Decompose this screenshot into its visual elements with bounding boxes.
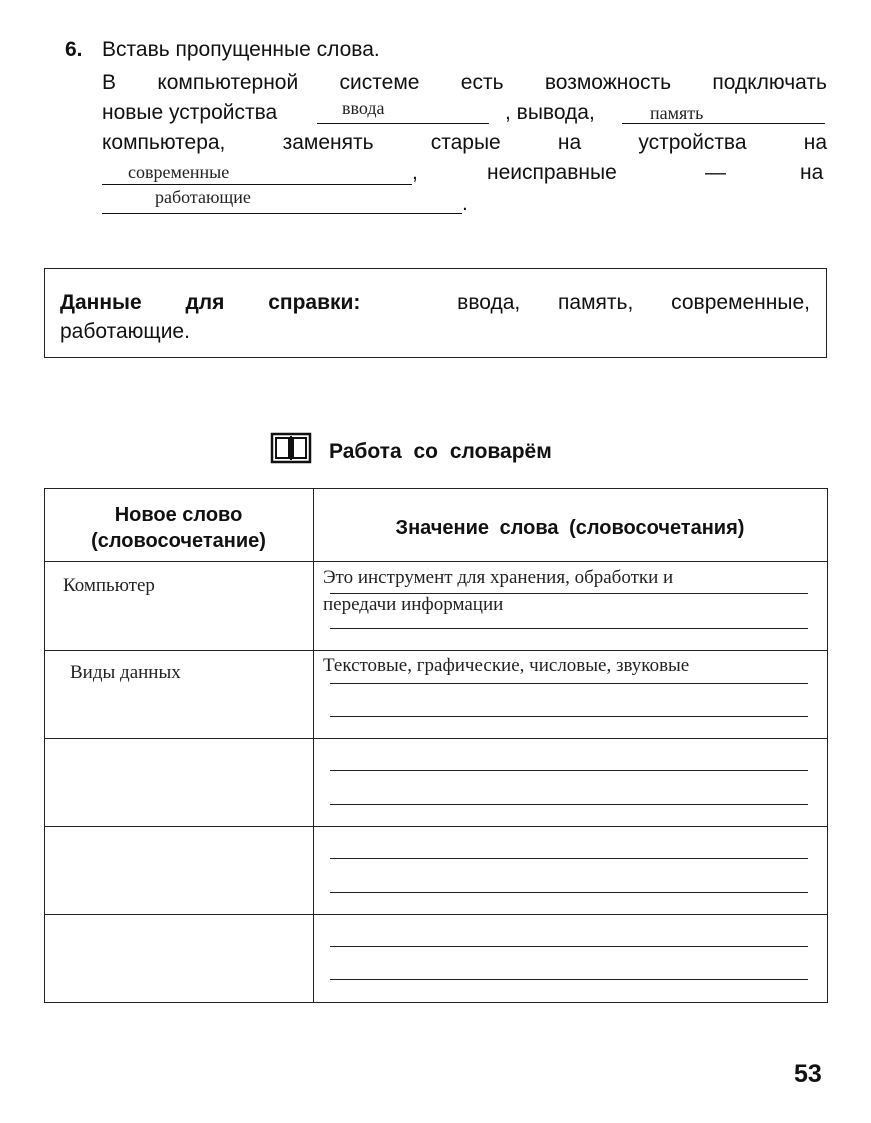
word: старые <box>430 131 501 154</box>
word: на <box>557 131 582 154</box>
row-divider <box>44 738 827 739</box>
comma: , <box>412 161 418 184</box>
reference-label: Данные для справки: <box>60 291 361 314</box>
book-icon <box>270 432 312 464</box>
exercise-title: Вставь пропущенные слова. <box>102 38 380 61</box>
exercise-number: 6. <box>65 38 83 61</box>
row-1-meaning-2: передачи информации <box>323 594 504 615</box>
header-line: Новое слово <box>114 504 243 526</box>
row-divider <box>44 561 827 562</box>
period: . <box>462 192 468 215</box>
exercise-line-2b: , вывода, <box>505 101 595 124</box>
writing-line[interactable] <box>330 979 808 980</box>
writing-line[interactable] <box>330 770 808 771</box>
dictionary-table <box>44 488 828 1003</box>
exercise-line-3 <box>102 131 827 155</box>
row-divider <box>44 826 827 827</box>
reference-words-2: работающие. <box>60 320 190 343</box>
column-header-meaning: Значение слова (словосочетания) <box>395 517 745 539</box>
blank-1-answer: ввода <box>342 98 385 118</box>
row-divider <box>44 914 827 915</box>
word: системе <box>339 71 420 94</box>
blank-3-line[interactable] <box>102 184 412 185</box>
writing-line[interactable] <box>330 716 808 717</box>
word: заменять <box>282 131 374 154</box>
word: на <box>803 131 827 154</box>
word: возможность <box>544 71 672 94</box>
exercise-line-2a: новые устройства <box>102 101 278 124</box>
blank-1-line[interactable] <box>317 123 489 124</box>
writing-line[interactable] <box>330 892 808 893</box>
row-2-word: Виды данных <box>70 662 181 683</box>
writing-line[interactable] <box>330 593 808 594</box>
column-divider <box>313 488 314 1003</box>
reference-words: ввода, память, современные, <box>457 291 810 314</box>
row-2-meaning-1: Текстовые, графические, числовые, звуковые <box>323 655 690 676</box>
column-header-word <box>44 502 313 554</box>
blank-2-line[interactable] <box>622 123 825 124</box>
word: неисправные <box>487 161 617 184</box>
blank-3-answer: современные <box>128 162 230 182</box>
word: В <box>102 71 117 94</box>
writing-line[interactable] <box>330 628 808 629</box>
writing-line[interactable] <box>330 804 808 805</box>
header-line: (словосочетание) <box>91 530 266 552</box>
row-1-word: Компьютер <box>63 575 155 596</box>
word: устройства <box>638 131 747 154</box>
row-1-meaning-1: Это инструмент для хранения, обработки и <box>323 567 674 588</box>
word: на <box>800 161 824 184</box>
word: есть <box>460 71 504 94</box>
word: компьютерной <box>157 71 299 94</box>
blank-2-answer: память <box>650 103 704 123</box>
reference-line-1 <box>60 288 810 318</box>
writing-line[interactable] <box>330 683 808 684</box>
row-divider <box>44 650 827 651</box>
dictionary-heading: Работа со словарём <box>329 440 552 463</box>
word: компьютера, <box>102 131 226 154</box>
writing-line[interactable] <box>330 858 808 859</box>
writing-line[interactable] <box>330 946 808 947</box>
blank-4-line[interactable] <box>102 213 462 214</box>
exercise-line-1 <box>102 71 827 95</box>
dash: — <box>705 161 726 184</box>
page-number: 53 <box>794 1060 822 1088</box>
blank-4-answer: работающие <box>155 187 251 207</box>
word: подключать <box>712 71 827 94</box>
